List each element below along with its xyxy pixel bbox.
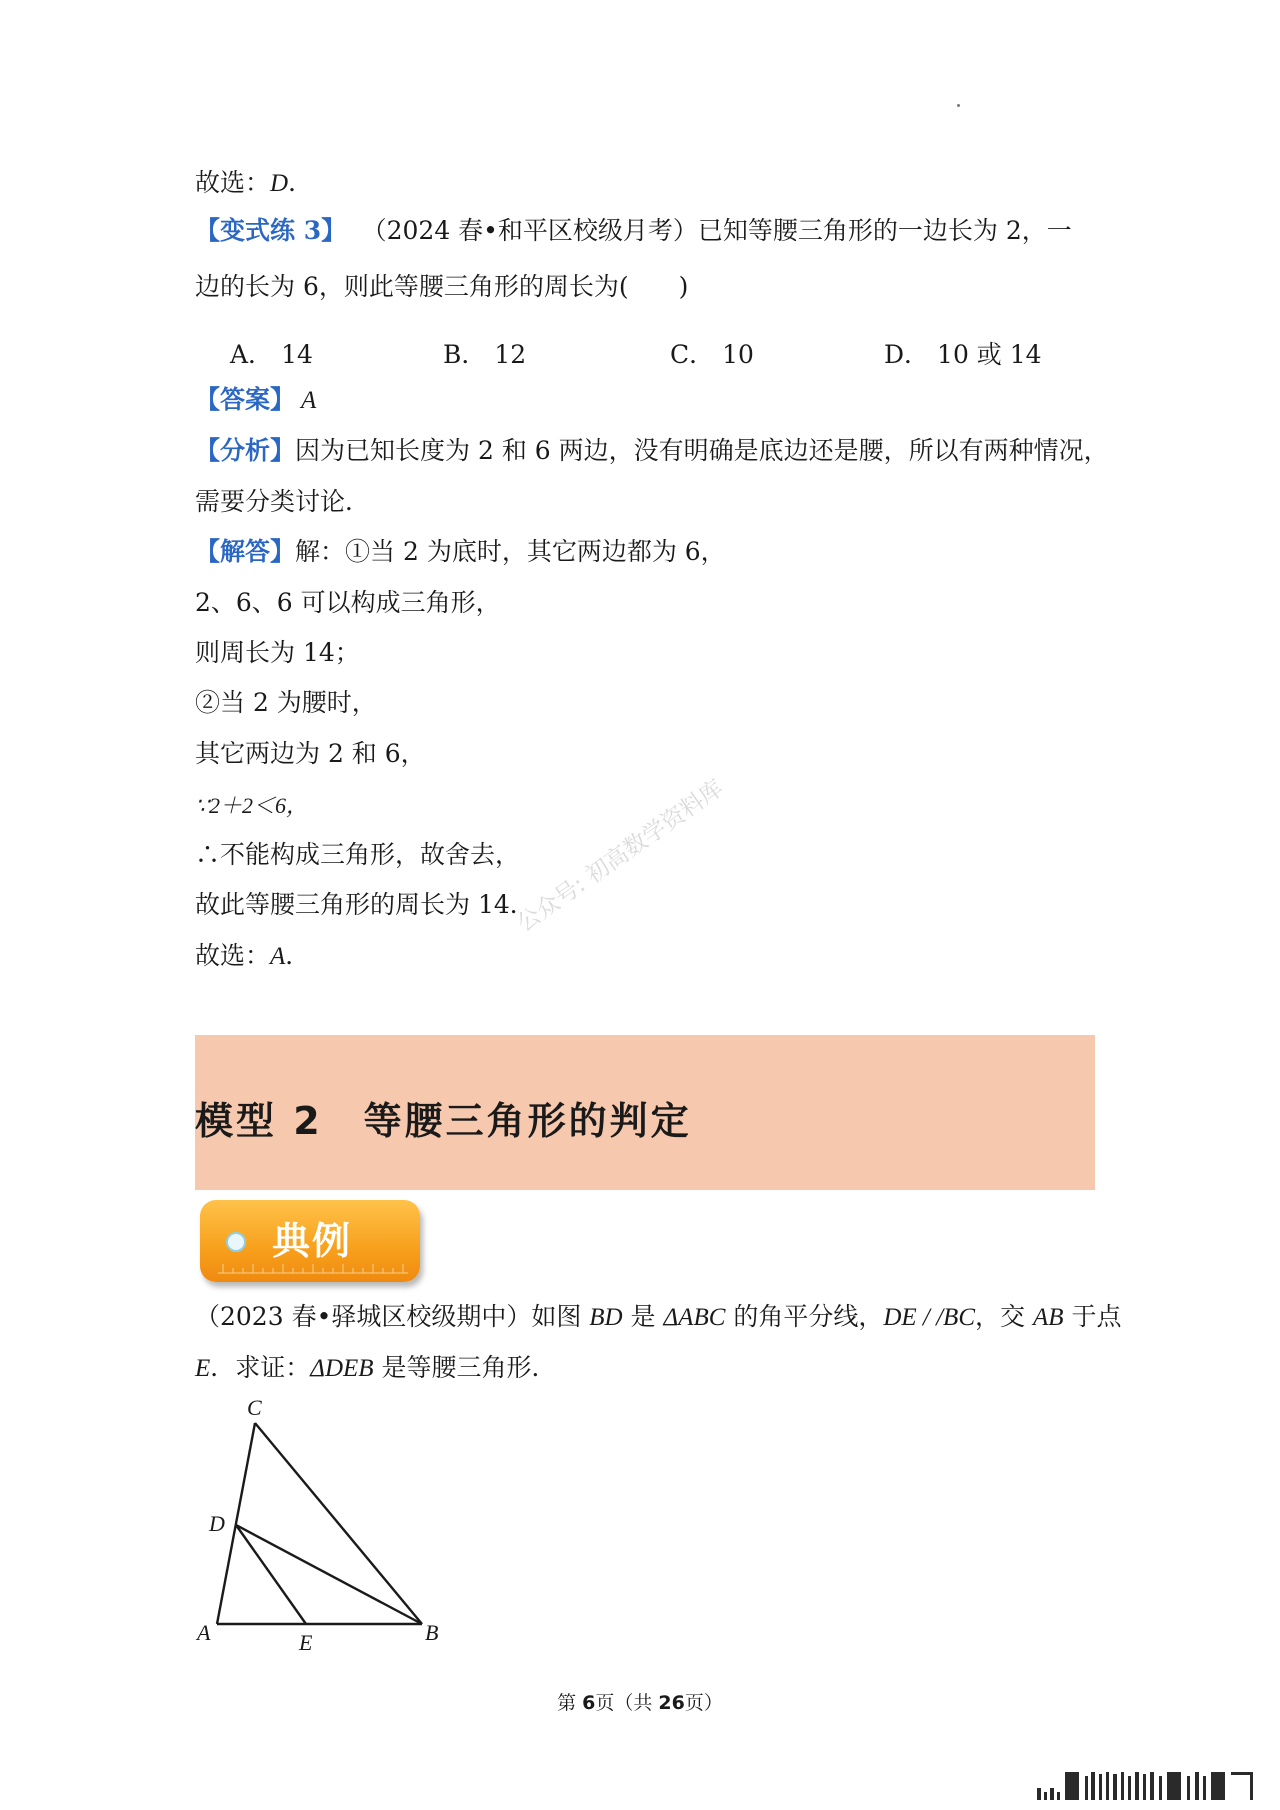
example-prove-text: 是等腰三角形． [373,1353,557,1382]
option-d [884,335,1042,371]
option-b-value: 12 [494,340,527,369]
badge-label: 典例 [272,1219,353,1263]
example-line-2 [195,1353,557,1384]
analysis-text-1: 因为已知长度为 2 和 6 两边，没有明确是底边还是腰，所以有两种情况， [295,436,1109,465]
label-d: D [209,1511,225,1536]
therefore-text: ∴不能构成三角形，故舍去， [195,840,521,869]
previous-answer-line [195,168,313,199]
option-b-letter: B． [443,340,487,369]
exercise-source: （2024 春•和平区校级月考）已知等腰三角形的一边长为 2，一 [374,216,1072,245]
exercise-question: 边的长为 6，则此等腰三角形的周长为( ) [195,272,689,301]
previous-answer-label: 故选： [195,168,271,197]
footer-pre: 第 [557,1692,583,1714]
example-badge [200,1200,420,1282]
solution-inequality-line [195,793,308,820]
example-text-d: ，交 [975,1302,1033,1331]
exercise-question-line [195,272,688,302]
analysis-line-2 [195,487,370,517]
corner-logo-icon [1035,1762,1260,1802]
option-a [230,335,313,371]
example-point-e: E [195,1355,211,1382]
option-a-value: 14 [281,340,313,369]
final-value: A [270,943,286,970]
analysis-line-1 [195,436,1109,466]
page-footer [0,1688,1280,1715]
segment-de [236,1525,306,1624]
solution-text-2: 2、6、6 可以构成三角形， [195,588,501,617]
exercise-heading-line [195,216,1072,246]
answer-line [195,385,316,416]
option-c [670,335,754,371]
example-bd: BD [589,1304,623,1331]
ruler-icon [218,1260,408,1274]
solution-text-5: 其它两边为 2 和 6， [195,739,426,768]
previous-answer-value: D [270,170,289,197]
solution-text-4: ②当 2 为腰时， [195,688,377,717]
inequality-text: ∵2＋2＜6， [195,793,308,818]
label-a: A [197,1620,211,1645]
example-line-1 [195,1302,1121,1333]
option-d-letter: D． [884,340,930,369]
badge-dot-icon [226,1232,246,1252]
option-a-letter: A． [230,340,274,369]
option-d-value: 10 或 14 [937,340,1042,369]
final-label: 故选： [195,941,271,970]
section-title: 模型 2 等腰三角形的判定 [195,1099,692,1143]
footer-post: 页） [684,1692,723,1714]
solution-line-3 [195,638,360,668]
final-end: ． [285,941,311,970]
solution-line-1 [195,537,726,567]
example-triangle-deb: ΔDEB [310,1355,374,1382]
option-b [443,335,526,371]
solution-line-4 [195,688,377,718]
analysis-text-2: 需要分类讨论． [195,487,371,516]
solution-line-5 [195,739,426,769]
solution-line-2 [195,588,501,618]
section-banner [195,1035,1095,1190]
solution-therefore-line [195,840,520,870]
solution-text-1: 解：①当 2 为底时，其它两边都为 6， [295,537,726,566]
segment-cb [255,1423,422,1624]
example-text-c: 的角平分线， [725,1302,884,1331]
example-source: （2023 春•驿城区校级期中）如图 [195,1302,590,1331]
segment-db [236,1525,422,1624]
triangle-figure [185,1395,465,1665]
exercise-tag: 【变式练 3】 [195,216,347,245]
example-triangle-abc: ΔABC [663,1304,726,1331]
example-text-b: 是 [622,1302,664,1331]
answer-tag: 【答案】 [195,385,296,414]
footer-total-pages: 26 [658,1692,685,1714]
example-ab: AB [1032,1304,1064,1331]
answer-value: A [301,387,317,414]
example-prove-label: ．求证： [210,1353,311,1382]
label-e: E [299,1630,313,1655]
footer-mid: 页（共 [595,1692,659,1714]
example-de-parallel-bc: DE / /BC [883,1304,976,1331]
conclusion-text: 故此等腰三角形的周长为 14． [195,890,535,919]
solution-conclusion-line [195,890,535,920]
previous-answer-end: ． [288,168,314,197]
solution-tag: 【解答】 [195,537,296,566]
label-c: C [247,1395,262,1420]
stray-mark [957,104,960,107]
option-c-value: 10 [722,340,754,369]
analysis-tag: 【分析】 [195,436,296,465]
example-text-e: 于点 [1063,1302,1122,1331]
watermark: 公众号: 初高数学资料库 [512,775,729,938]
option-c-letter: C． [670,340,715,369]
solution-text-3: 则周长为 14； [195,638,360,667]
solution-final-line [195,941,310,972]
label-b: B [425,1620,439,1645]
footer-page-number: 6 [582,1692,596,1714]
